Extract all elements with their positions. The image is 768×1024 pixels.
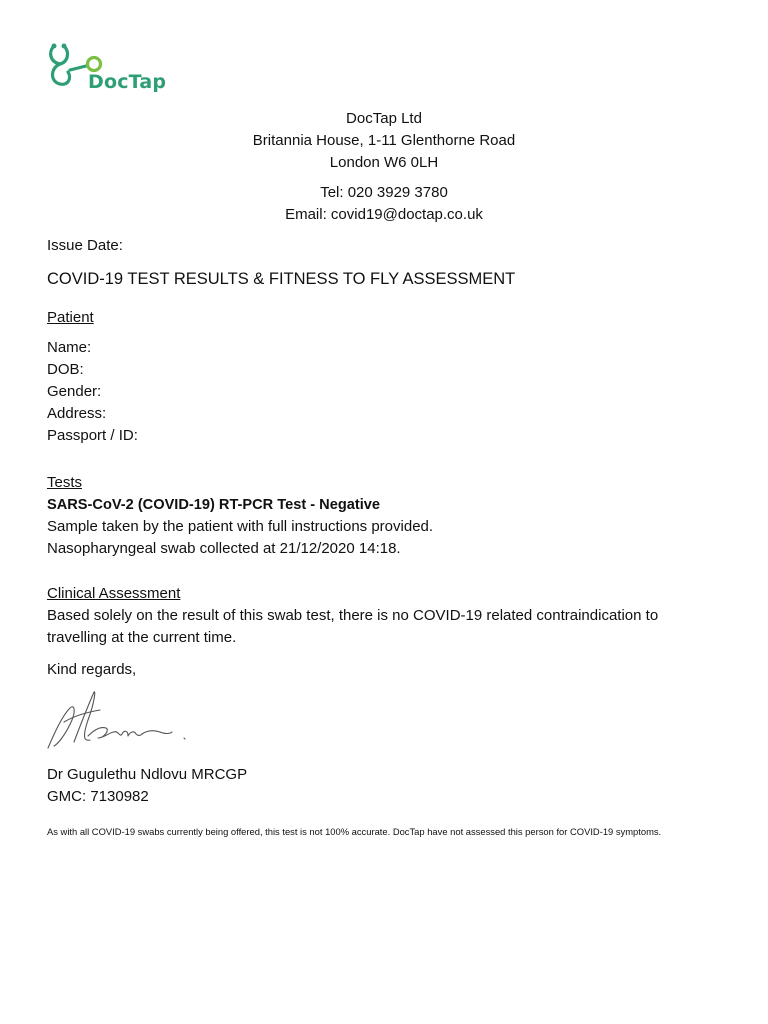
closing-text: Kind regards,	[47, 661, 137, 678]
company-address-line1: Britannia House, 1-11 Glenthorne Road	[252, 132, 516, 149]
doctor-gmc: GMC: 7130982	[47, 788, 149, 805]
clinical-heading: Clinical Assessment	[47, 585, 181, 602]
doctap-logo	[46, 42, 176, 98]
patient-heading: Patient	[47, 309, 94, 326]
test-collection-note: Nasopharyngeal swab collected at 21/12/2020 14:18.	[47, 540, 401, 557]
company-address-line2: London W6 0LH	[329, 154, 439, 171]
patient-field-passport: Passport / ID:	[47, 427, 138, 444]
clinical-text: Based solely on the result of this swab test, there is no COVID-19 related contraindication to travelling at the current time.	[47, 607, 659, 646]
signature	[44, 686, 194, 754]
patient-field-gender: Gender:	[47, 383, 102, 400]
test-result: SARS-CoV-2 (COVID-19) RT-PCR Test - Negative	[47, 497, 381, 513]
logo-text: DocTap	[88, 71, 167, 93]
signature-icon	[44, 686, 194, 754]
company-name: DocTap Ltd	[346, 110, 422, 127]
company-email: Email: covid19@doctap.co.uk	[285, 206, 483, 223]
patient-field-name: Name:	[47, 339, 92, 356]
patient-field-dob: DOB:	[47, 361, 84, 378]
patient-field-address: Address:	[47, 405, 107, 422]
company-tel: Tel: 020 3929 3780	[320, 184, 448, 201]
tests-heading: Tests	[47, 474, 83, 491]
issue-date-label: Issue Date:	[47, 237, 123, 254]
document-title: COVID-19 TEST RESULTS & FITNESS TO FLY ASSESSMENT	[47, 270, 516, 288]
disclaimer-footnote: As with all COVID-19 swabs currently being offered, this test is not 100% accurate. DocTap have not assessed this person for COVID-19 symptoms.	[47, 826, 662, 837]
doctor-name: Dr Gugulethu Ndlovu MRCGP	[47, 766, 248, 783]
test-sample-note: Sample taken by the patient with full instructions provided.	[47, 518, 434, 535]
